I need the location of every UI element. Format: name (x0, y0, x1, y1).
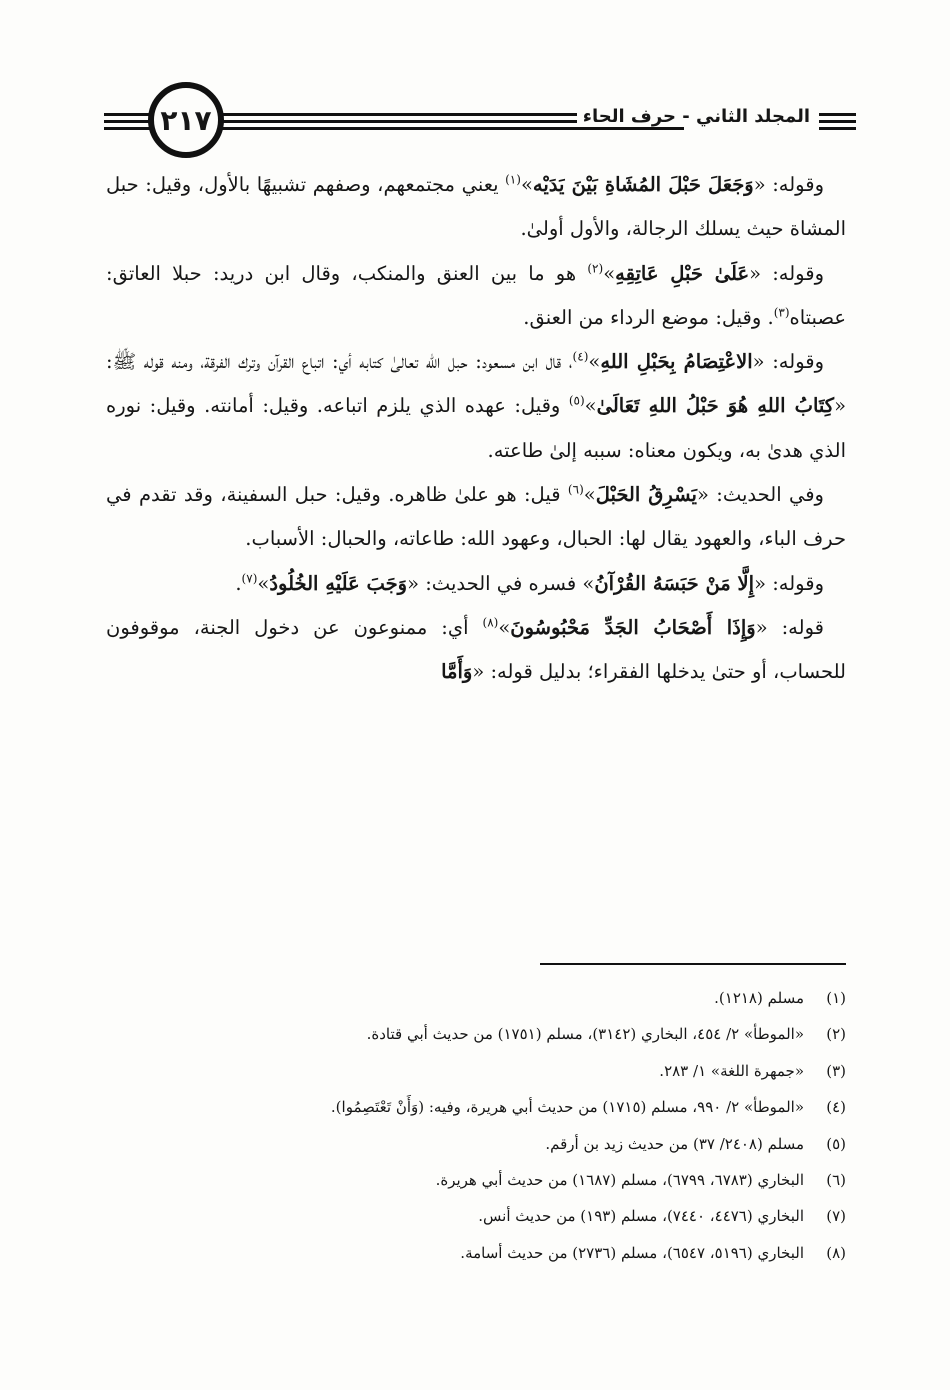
text-segment: وقيل: عهده الذي يلزم اتباعه. وقيل: أمانته. وقيل: نوره الذي هدىٰ به، ويكون معناه: سببه إلىٰ طاعته. (106, 394, 846, 462)
text-segment: » فسره في الحديث: « (407, 571, 595, 595)
footnote-text: «جمهرة اللغة» ١/ ٢٨٣. (659, 1061, 804, 1080)
text-segment: أي: ممنوعون عن دخول الجنة، موقوفون للحساب، أو حتىٰ يدخلها الفقراء؛ بدليل قوله: « (106, 615, 846, 684)
header-rule (104, 127, 152, 130)
paragraph (106, 163, 846, 252)
footnote (106, 1162, 846, 1198)
footnote-text: «الموطأ» ٢/ ٤٥٤، البخاري (٣١٤٢)، مسلم (١٧٥١) من حديث أبي قتادة. (366, 1025, 804, 1044)
footnote (106, 1126, 846, 1162)
hadith-quote: كِتَابُ اللهِ هُوَ حَبْلُ اللهِ تَعَالَىٰ (596, 394, 835, 418)
header-rule (819, 127, 856, 130)
text-segment: » (583, 483, 596, 507)
text-segment: وقوله: « (753, 173, 824, 196)
footnote-number: (٥) (826, 1134, 846, 1153)
text-segment: وقوله: « (752, 350, 825, 374)
footnote-separator (540, 963, 846, 965)
header-rule (819, 120, 856, 123)
footnote (106, 1089, 846, 1125)
text-segment: » (498, 615, 511, 639)
footnote (106, 1198, 846, 1234)
text-segment: هو ما بين العنق والمنكب، وقال ابن دريد: حبلا العاتق: عصبتاه (106, 261, 846, 329)
paragraph (106, 473, 846, 562)
text-segment: وقوله: « (754, 571, 824, 595)
footnote-text: البخاري (٤٤٧٦، ٧٤٤٠)، مسلم (١٩٣) من حديث أنس. (478, 1207, 804, 1226)
paragraph (106, 562, 846, 606)
text-segment: يعني مجتمعهم، وصفهم تشبيهًا بالأول، وقيل: حبل المشاة حيث يسلك الرجالة، والأول أولىٰ. (106, 173, 846, 241)
footnote (106, 1053, 846, 1089)
hadith-quote: وَإِذَا أَصْحَابُ الجَدِّ مَحْبُوسُونَ (510, 615, 756, 639)
hadith-quote: وَجَعَلَ حَبْلَ المُشَاةِ بَيْنَ يَدَيْه (532, 173, 754, 196)
main-text (106, 163, 846, 695)
hadith-quote: عَلَىٰ حَبْلِ عَاتِقِهِ (615, 261, 750, 285)
paragraph (106, 340, 846, 473)
footnote-number: (٤) (826, 1098, 846, 1117)
text-segment: قوله: « (755, 615, 824, 639)
footnote (106, 980, 846, 1016)
text-segment: . (235, 571, 242, 595)
footnote-ref: (٨) (482, 615, 499, 630)
footnote-number: (٧) (826, 1207, 846, 1226)
footnote-number: (٢) (826, 1025, 846, 1044)
footnote-text: مسلم (١٢١٨). (714, 989, 804, 1007)
footnote-number: (٨) (826, 1243, 846, 1262)
text-segment: » (257, 571, 270, 595)
footnote-ref: (٤) (572, 349, 589, 364)
hadith-quote: وَأَمَّا (441, 660, 473, 684)
paragraph (106, 252, 846, 341)
page-number-badge (148, 82, 224, 158)
header-rule (104, 120, 152, 123)
footnotes (106, 980, 846, 1271)
paragraph (106, 606, 846, 695)
hadith-quote: وَجَبَ عَلَيْهِ الخُلُودُ (269, 571, 408, 595)
footnote-ref: (٦) (567, 482, 584, 497)
hadith-quote: الاعْتِصَامُ بِحَبْلِ اللهِ (600, 350, 753, 374)
running-title: المجلد الثاني - حرف الحاء (577, 106, 816, 127)
footnote-ref: (٧) (241, 571, 258, 586)
text-segment: وفي الحديث: « (696, 483, 824, 507)
hadith-quote: يَسْرِقُ الحَبْلَ (595, 483, 697, 507)
page-number: ٢١٧ (160, 103, 212, 137)
text-segment: ، قال ابن مسعود: حبل الله تعالىٰ كتابه أي: اتباع القرآن وترك الفرقة، ومنه قوله ﷺ: « (106, 350, 847, 418)
footnote-number: (٦) (826, 1171, 846, 1190)
footnote-ref: (٣) (773, 305, 790, 320)
footnote-text: «الموطأ» ٢/ ٩٩٠، مسلم (١٧١٥) من حديث أبي هريرة، وفيه: (وَأَنْ تَعْتَصِمُوا). (330, 1098, 804, 1117)
text-segment: » (588, 350, 601, 374)
footnote-number: (٣) (826, 1061, 846, 1080)
text-segment: وقوله: « (749, 261, 824, 285)
text-segment: » (584, 394, 597, 418)
hadith-quote: إِلَّا مَنْ حَبَسَهُ القُرْآنُ (594, 571, 755, 595)
text-segment: . وقيل: موضع الرداء من العنق. (523, 305, 774, 329)
text-segment: » (603, 261, 616, 285)
footnote-ref: (١) (505, 172, 521, 187)
header-rule (104, 113, 152, 116)
footnote-text: البخاري (٥١٩٦، ٦٥٤٧)، مسلم (٢٧٣٦) من حديث أسامة. (460, 1243, 804, 1262)
text-segment: قيل: هو علىٰ ظاهره. وقيل: حبل السفينة، وقد تقدم في حرف الباء، والعهود يقال لها: الحبال، وعهود الله: طاعاته، والحبال: الأسباب. (106, 483, 846, 551)
header-rule (819, 113, 856, 116)
footnote (106, 1016, 846, 1052)
header-rule (212, 127, 684, 130)
footnote-ref: (٥) (568, 393, 585, 408)
footnote-text: البخاري (٦٧٨٣، ٦٧٩٩)، مسلم (١٦٨٧) من حديث أبي هريرة. (435, 1171, 804, 1190)
footnote-number: (١) (826, 989, 846, 1007)
footnote-ref: (٢) (587, 261, 604, 276)
footnote (106, 1235, 846, 1271)
text-segment: » (520, 173, 533, 196)
footnote-text: مسلم (٢٤٠٨/ ٣٧) من حديث زيد بن أرقم. (545, 1134, 804, 1153)
